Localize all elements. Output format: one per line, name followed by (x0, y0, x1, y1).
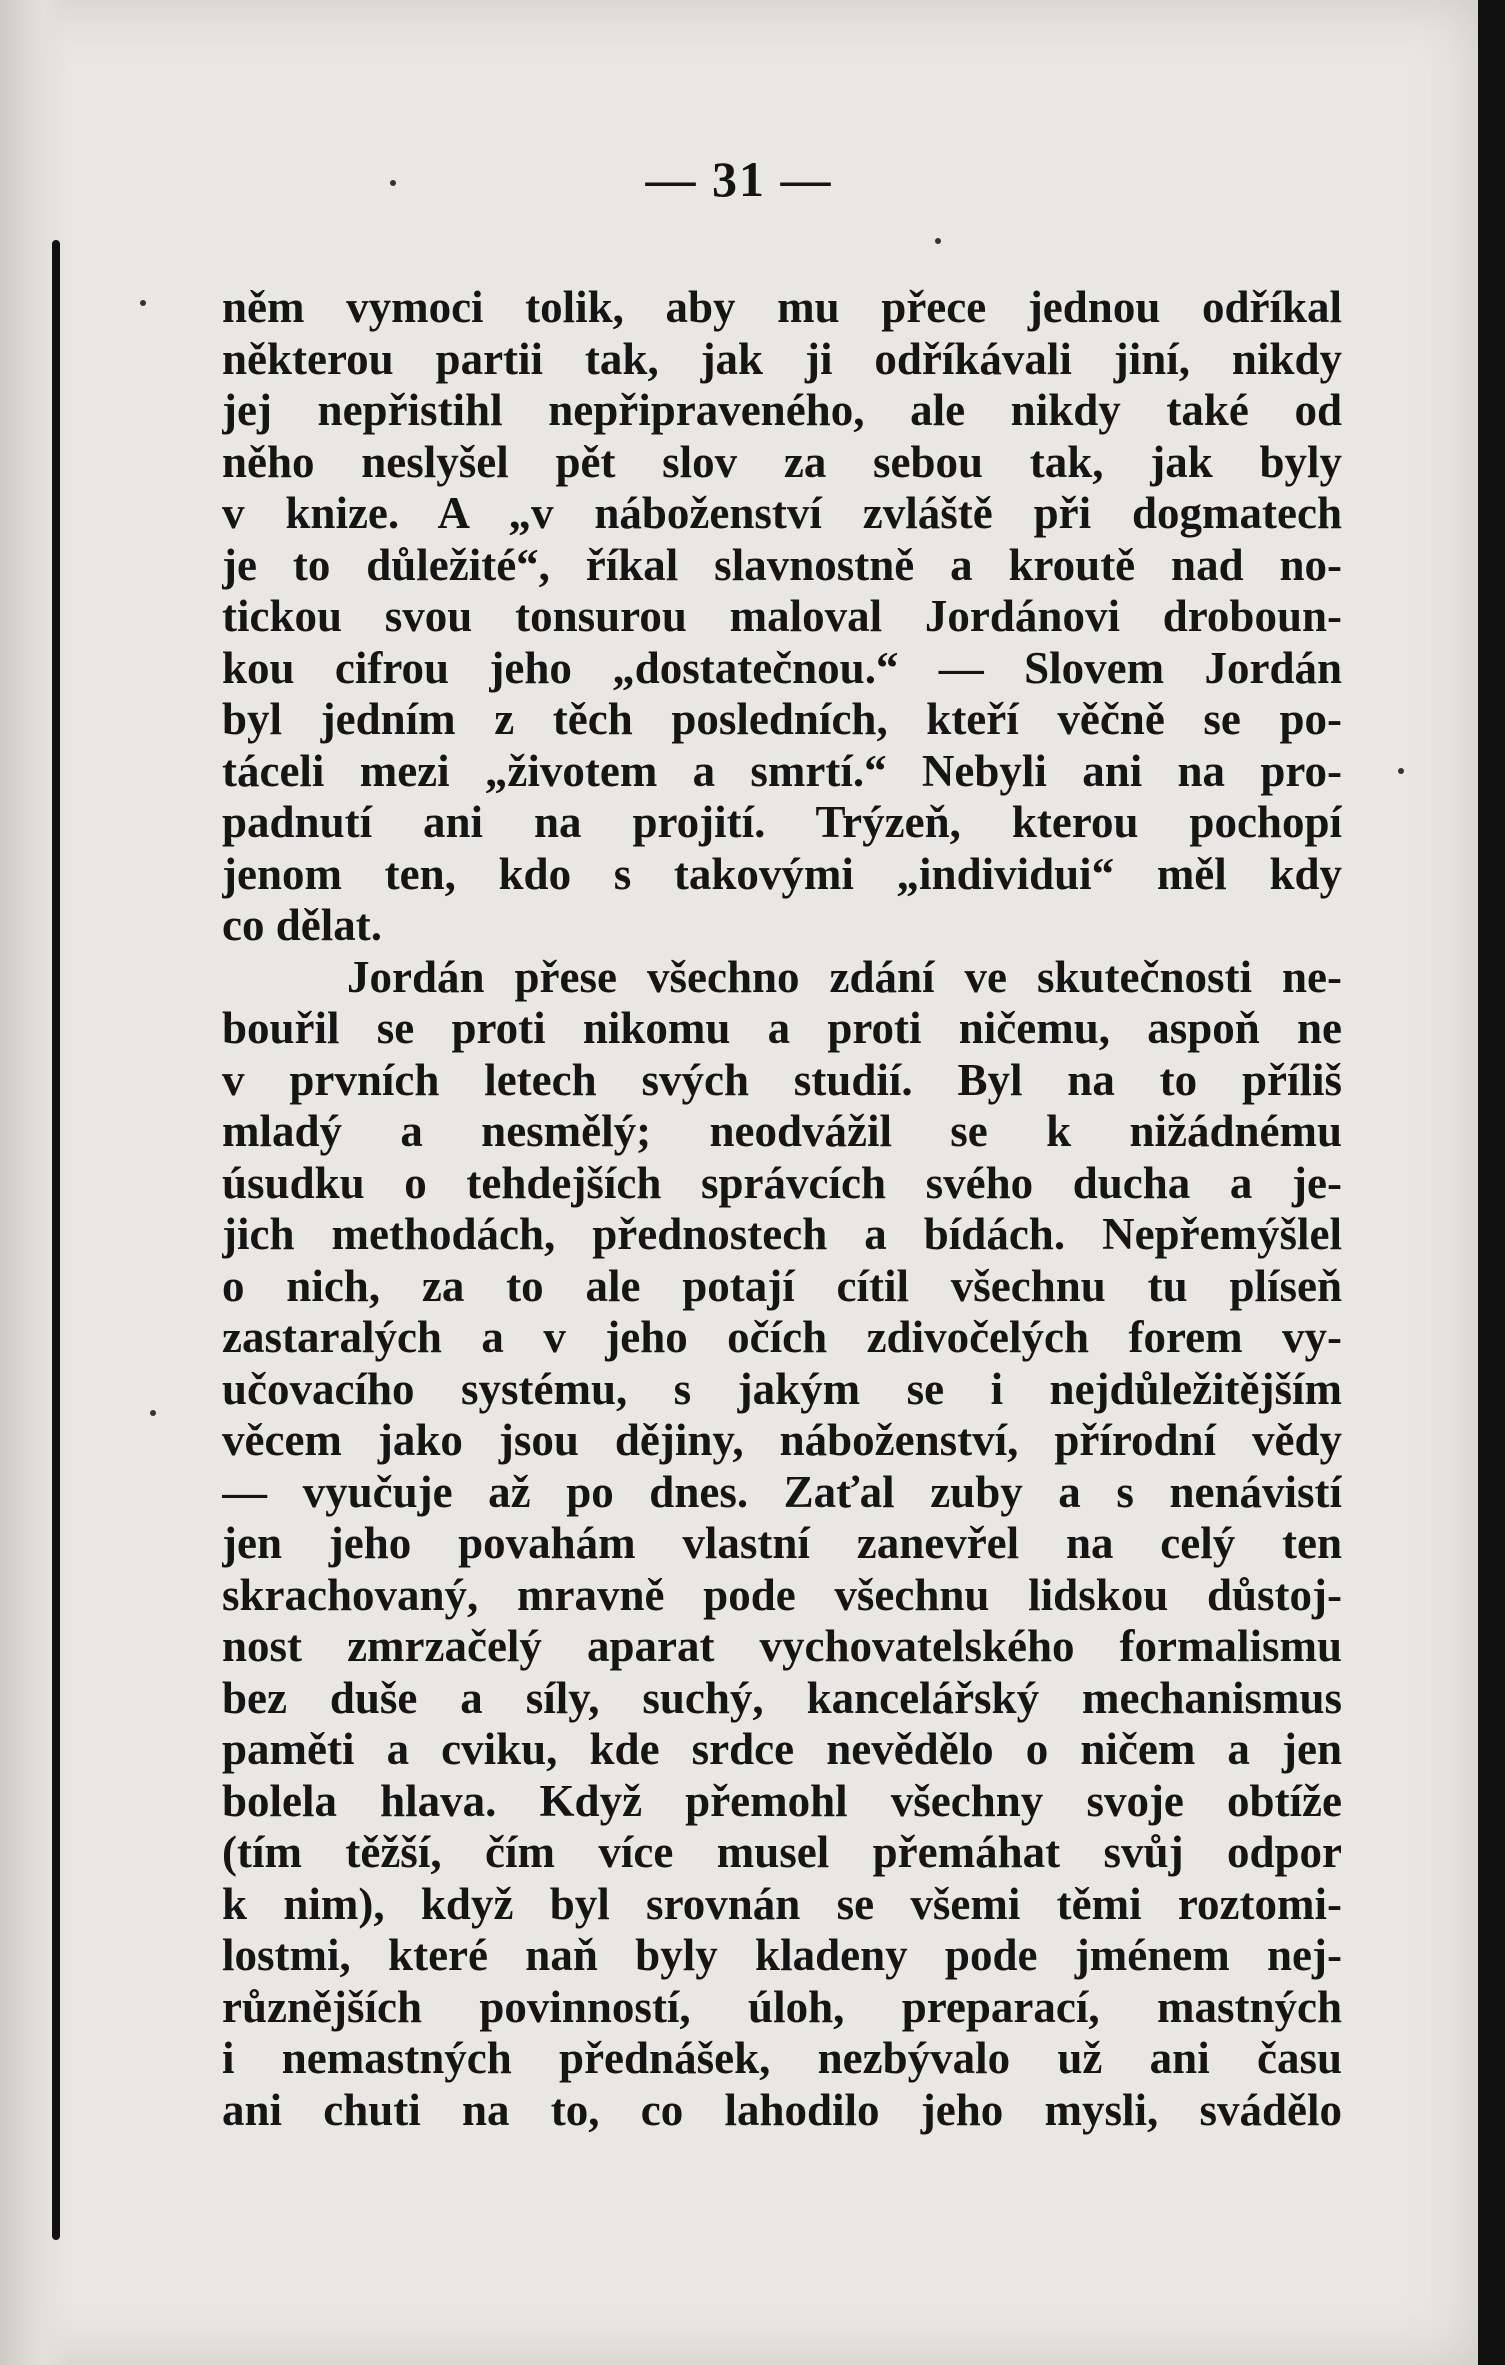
text-line: něm vymoci tolik, aby mu přece jednou odříkal (222, 282, 1342, 332)
text-line: k nim), když byl srovnán se všemi těmi roztomi- (222, 1878, 1342, 1929)
text-line: jej nepřistihl nepřipraveného, ale nikdy také od (222, 385, 1342, 435)
paragraph-end-line: co dělat. (222, 900, 382, 950)
text-line: (tím těžší, čím více musel přemáhat svůj odpor (222, 1827, 1342, 1877)
text-line: — vyučuje až po dnes. Zaťal zuby a s nenávistí (222, 1466, 1342, 1517)
text-line: bolela hlava. Když přemohl všechny svoje obtíže (222, 1775, 1342, 1826)
text-line: ani chuti na to, co lahodilo jeho mysli, svádělo (222, 2084, 1342, 2135)
text-line: jenom ten, kdo s takovými „individui“ měl kdy (222, 848, 1342, 899)
text-line: bez duše a síly, suchý, kancelářský mechanismus (222, 1672, 1342, 1723)
text-line: věcem jako jsou dějiny, náboženství, přírodní vědy (222, 1415, 1342, 1465)
body-text (222, 282, 1342, 2136)
text-line: padnutí ani na projití. Trýzeň, kterou pochopí (222, 797, 1342, 847)
text-line: táceli mezi „životem a smrtí.“ Nebyli ani na pro- (222, 745, 1342, 796)
text-line: o nich, za to ale potají cítil všechnu tu plíseň (222, 1260, 1342, 1311)
text-line: i nemastných přednášek, nezbývalo už ani času (222, 2033, 1342, 2083)
text-line: různějších povinností, úloh, preparací, mastných (222, 1981, 1342, 2032)
text-line: některou partii tak, jak ji odříkávali jiní, nikdy (222, 333, 1342, 384)
text-line: v knize. A „v náboženství zvláště při dogmatech (222, 488, 1342, 538)
text-line: paměti a cviku, kde srdce nevědělo o ničem a jen (222, 1724, 1342, 1774)
text-line: je to důležité“, říkal slavnostně a kroutě nad no- (222, 539, 1342, 590)
text-line: učovacího systému, s jakým se i nejdůležitějším (222, 1363, 1342, 1414)
text-line: jen jeho povahám vlastní zanevřel na celý ten (222, 1518, 1342, 1568)
page-number: — 31 — (645, 151, 833, 207)
binding-shadow-line (52, 240, 60, 2240)
text-line: kou cifrou jeho „dostatečnou.“ — Slovem Jordán (222, 642, 1342, 693)
text-line: lostmi, které naň byly kladeny pode jménem nej- (222, 1930, 1342, 1980)
text-line: mladý a nesmělý; neodvážil se k nižádnému (222, 1106, 1342, 1156)
text-line: úsudku o tehdejších správcích svého ducha a je- (222, 1157, 1342, 1208)
paper-speck (140, 300, 146, 306)
text-line: něho neslyšel pět slov za sebou tak, jak byly (222, 436, 1342, 487)
text-line: skrachovaný, mravně pode všechnu lidskou důstoj- (222, 1569, 1342, 1620)
text-line: byl jedním z těch posledních, kteří věčně se po- (222, 694, 1342, 744)
paper-speck (935, 238, 941, 244)
text-line: tickou svou tonsurou maloval Jordánovi droboun- (222, 591, 1342, 641)
text-line: jich methodách, přednostech a bídách. Nepřemýšlel (222, 1209, 1342, 1259)
text-line: bouřil se proti nikomu a proti ničemu, aspoň ne (222, 1003, 1342, 1053)
scan-dark-border (1478, 0, 1505, 2365)
text-line: nost zmrzačelý aparat vychovatelského formalismu (222, 1621, 1342, 1671)
paper-speck (1398, 768, 1404, 774)
text-line: v prvních letech svých studií. Byl na to příliš (222, 1054, 1342, 1105)
paragraph-start-line: Jordán přese všechno zdání ve skutečnosti ne- (347, 951, 1342, 1002)
paper-speck (150, 1410, 156, 1416)
text-line: zastaralých a v jeho očích zdivočelých forem vy- (222, 1312, 1342, 1362)
